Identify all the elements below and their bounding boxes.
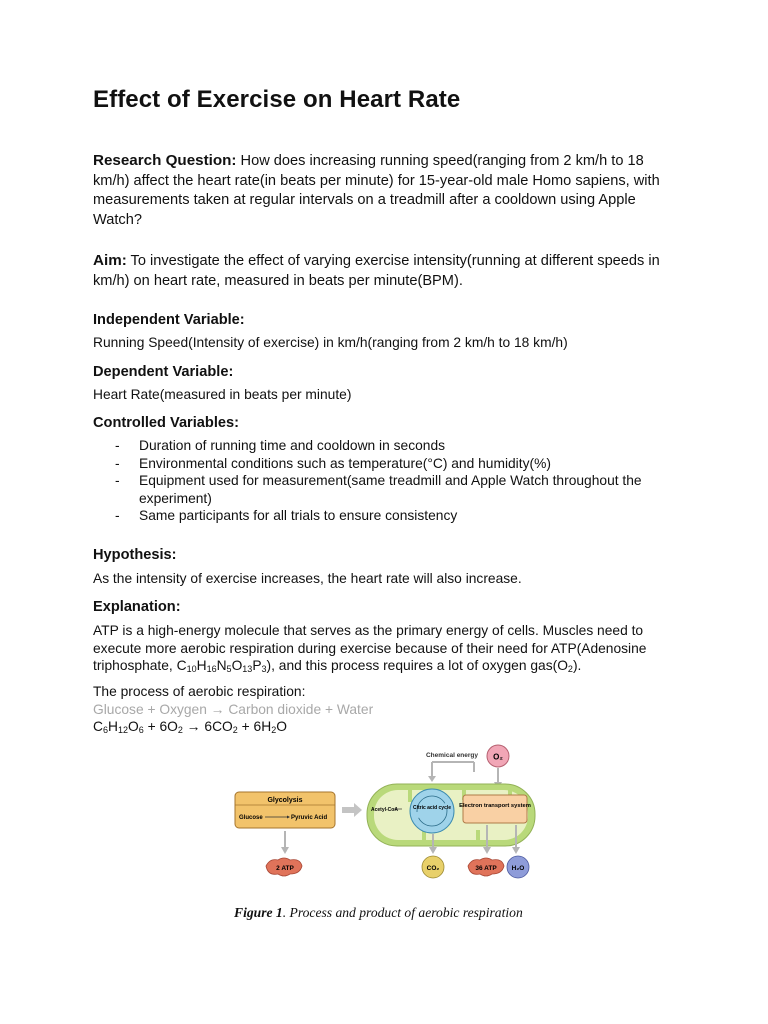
atp-36-label: 36 ATP — [475, 865, 497, 872]
atp-formula: $C_{10}H_{16}N_5O_{13}P_3$ — [176, 658, 267, 675]
electron-transport-label: Electron transport system — [459, 803, 531, 809]
glycolysis-to-mitochondria-arrow — [342, 803, 362, 817]
glucose-label: Glucose — [239, 815, 263, 821]
figure-caption-text: . Process and product of aerobic respiration — [282, 904, 523, 920]
research-question-label: Research Question: — [93, 152, 237, 169]
electron-transport-box — [463, 795, 527, 823]
controlled-variables-heading: Controlled Variables: — [93, 415, 239, 431]
process-intro: The process of aerobic respiration: — [93, 684, 306, 699]
independent-variable-text: Running Speed(Intensity of exercise) in km/h(ranging from 2 km/h to 18 km/h) — [93, 335, 568, 350]
independent-variable-heading: Independent Variable: — [93, 312, 245, 328]
dependent-variable-heading: Dependent Variable: — [93, 364, 234, 380]
hypothesis-heading: Hypothesis: — [93, 547, 177, 563]
atp-2-label: 2 ATP — [276, 865, 294, 872]
explanation-heading: Explanation: — [93, 599, 181, 615]
aim-text: To investigate the effect of varying exercise intensity(running at different speeds in km/h) on heart rate, measured in beats per minute(BPM). — [93, 253, 660, 289]
pyruvic-acid-label: Pyruvic Acid — [291, 815, 328, 821]
hypothesis-text: As the intensity of exercise increases, the heart rate will also increase. — [93, 571, 522, 586]
controlled-variables-list — [93, 437, 673, 525]
aim — [93, 251, 673, 291]
page-title: Effect of Exercise on Heart Rate — [93, 86, 461, 113]
chemical-energy-label: Chemical energy — [425, 752, 479, 759]
citric-acid-cycle-label: Citric acid cycle — [412, 805, 452, 811]
aerobic-respiration-figure — [228, 740, 538, 890]
h2o-label: H₂O — [511, 865, 525, 872]
list-item: - Same participants for all trials to ensure consistency — [115, 508, 458, 524]
glycolysis-label: Glycolysis — [267, 797, 303, 804]
figure-caption — [234, 905, 523, 921]
list-item: - Duration of running time and cooldown in seconds — [115, 438, 446, 453]
co2-label: CO₂ — [426, 865, 440, 872]
research-question — [93, 151, 673, 230]
o2-label: O₂ — [493, 752, 503, 762]
list-item: - Equipment used for measurement(same treadmill and Apple Watch throughout the experiment) — [115, 473, 642, 506]
research-question-text: How does increasing running speed(ranging from 2 km/h to 18 km/h) affect the heart rate(in beats per minute) for 15-year-old male Homo sapiens, with measurements taken at regular intervals on a treadmill after a cooldown using Apple Watch? — [93, 153, 660, 228]
oxygen-formula: $O_2$ — [557, 658, 573, 675]
acetyl-coa-label: Acetyl-CoA — [371, 807, 398, 813]
list-item: - Environmental conditions such as temperature(°C) and humidity(%) — [115, 455, 551, 471]
dependent-variable-text: Heart Rate(measured in beats per minute) — [93, 387, 352, 402]
chemical-equation: $C_6H_{12}O_6 + 6O_2 \to 6CO_2 + 6H_2O$ — [93, 719, 287, 735]
word-equation: Glucose + Oxygen → Carbon dioxide + Water — [93, 702, 374, 717]
aim-label: Aim: — [93, 252, 127, 269]
explanation-text: ATP is a high-energy molecule that serves as the primary energy of cells. Muscles need to execute more aerobic respiration during exercise because of their need for ATP(Adenosine triphosphate, $C_{10}H_{16}N_5O_{13}P_3$), and this process requires a lot of oxygen $gas(O_2)$. — [93, 623, 647, 675]
chemical-energy-arrow — [432, 762, 474, 778]
figure-caption-label: Figure 1 — [234, 904, 283, 920]
